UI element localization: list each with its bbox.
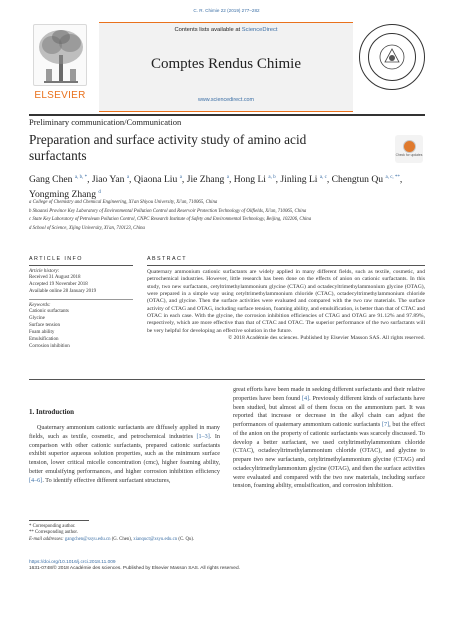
keyword-item: Emulsification — [29, 336, 59, 342]
academie-seal-icon — [359, 24, 425, 90]
body-column-right — [233, 386, 425, 491]
journal-title: Comptes Rendus Chimie — [151, 56, 301, 72]
email-owner: (C. Qu). — [177, 536, 195, 542]
keyword-item: Corrosion inhibition — [29, 343, 70, 349]
abstract-text: Quaternary ammonium cationic surfactants are widely applied in many different fields, such as textile, cosmetic, and petrochemical industries. However, little research has been done on the effects of anion on cationic surfactants. In this study, two new surfactants, cetyltrimethylammonium glycine (CTAG) and octadecyltrimethylammonium glycine (OTAG), were prepared in a simple way using cetyltrimethylammonium chloride (CTAC), octadecyltrimethylammonium chloride (OTAC), and glycine. Then the surface activities were evaluated and compared with the two raw materials. The surface activity of CTAG and OTAG, including surface tension, foaming ability, and emulsification, is better than that of CTAC and OTAC in each case. With the glycine, the corrosion inhibition efficiencies of CTAG and OTAG are 91.12% and 97.89%, respectively, which are more effective than that of CTAC and OTAC. The superior performance of the two surfactants will be very helpful for developing an effective solution in the future. — [147, 269, 425, 334]
reference-link[interactable]: [1–3] — [196, 433, 210, 440]
author-list: Gang Chen $^{a, b, *}$, Jiao Yan $^a$, Qiaona Liu $^a$, Jie Zhang $^a$, Hong Li $^{a, b}$, Jinling Li $^{a, c}$, Chengtun Qu $^{a, c, **}$, Yongming Zhang $^d$ — [29, 174, 403, 200]
elsevier-wordmark: ELSEVIER — [34, 90, 86, 101]
abstract-section — [147, 256, 425, 342]
keyword-item: Glycine — [29, 315, 45, 321]
footnote-corresponding: * Corresponding author. — [29, 523, 76, 529]
author-affil-mark[interactable]: a — [126, 175, 130, 180]
reference-link[interactable]: [4] — [302, 395, 310, 402]
elsevier-logo[interactable] — [29, 22, 91, 112]
contents-prefix: Contents lists available at — [174, 27, 242, 33]
author-name[interactable]: Chengtun Qu — [331, 174, 384, 186]
crossmark-icon — [403, 140, 416, 153]
author-name[interactable]: Qiaona Liu — [133, 174, 178, 186]
header-rule — [29, 114, 425, 116]
author-name[interactable]: Gang Chen — [29, 174, 73, 186]
keyword-item: Foam ability — [29, 329, 55, 335]
crossmark-button[interactable] — [395, 135, 423, 163]
affiliations — [29, 200, 425, 234]
journal-banner — [99, 22, 353, 112]
author-affil-mark[interactable]: d — [98, 189, 101, 195]
keyword-item: Surface tension — [29, 322, 60, 328]
abstract-copyright: © 2018 Académie des sciences. Published by Elsevier Masson SAS. All rights reserved. — [227, 335, 425, 342]
intro-text: . Previously different kinds of surfactants have been studied, but almost all of them focus on the ammonium part. It was reported that increase or decrease in the alkyl chain can adjust the performances of quaternary ammonium cationic surfactants — [233, 395, 425, 428]
info-divider — [29, 299, 133, 300]
history-item: Received 31 August 2018 — [29, 275, 81, 280]
footnotes — [29, 520, 220, 543]
reference-link[interactable]: [4–6] — [29, 477, 43, 484]
article-title: Preparation and surface activity study of amino acid surfactants — [29, 132, 307, 163]
reference-link[interactable]: [7] — [381, 422, 390, 428]
intro-text: great efforts have been made in seeking different surfactants and their relative properties have been found — [233, 387, 425, 402]
elsevier-tree-icon — [33, 24, 87, 86]
affiliation-item: b Shaanxi Province Key Laboratory of Environmental Pollution Control and Reservoir Protection Technology of Oilfields, Xi'an, 710065, China — [29, 208, 307, 214]
intro-paragraph-left — [29, 424, 220, 485]
doi-link[interactable]: https://doi.org/10.1016/j.crci.2018.11.009 — [29, 560, 116, 565]
intro-paragraph-right — [233, 386, 425, 491]
issn-line: 1631-0748/© 2018 Académie des sciences. Published by Elsevier Masson SAS. All rights reserved. — [29, 566, 240, 571]
author-affil-mark[interactable]: a — [226, 175, 229, 180]
author-name[interactable]: Jinling Li — [280, 174, 318, 186]
author-name[interactable]: Hong Li — [233, 174, 266, 186]
intro-text: , but the effect of the anion on the property of cationic surfactants was scarcely discussed. To develop a better surfactant, we used cetyltrimethylammonium chloride (CTAC), octadecyltrimethylammonium chloride (OTAC), and glycine to prepare two new surfactants, cetyltrimethylammonium glycine (CTAG) and octadecyltrimethylammonium glycine (OTAG), and then the surface activities were evaluated and compared with the two raw materials, including surface tension, foaming ability, emulsification, and corrosion inhibition. — [233, 422, 425, 490]
email-link[interactable]: gangchen@xsyu.edu.cn — [64, 536, 111, 542]
author-affil-mark[interactable]: a — [179, 175, 182, 180]
sciencedirect-link[interactable]: ScienceDirect — [241, 27, 278, 33]
crossmark-label: Check for updates — [395, 153, 423, 158]
author-affil-mark[interactable]: a, b — [268, 175, 276, 180]
intro-text: . To identify effective different surfactant structures, — [42, 477, 171, 484]
footnote-rule — [29, 520, 89, 521]
email-owner: (G. Chen), — [110, 536, 134, 542]
affiliation-item: a College of Chemistry and Chemical Engineering, Xi'an Shiyou University, Xi'an, 710065, China — [29, 200, 218, 205]
abstract-divider — [29, 379, 425, 380]
article-info-section — [29, 256, 133, 350]
author-name[interactable]: Jie Zhang — [186, 174, 225, 186]
history-item: Accepted 19 November 2018 — [29, 282, 88, 287]
footnote-emails — [29, 537, 220, 544]
journal-masthead — [29, 22, 425, 112]
author-affil-mark[interactable]: a, c — [319, 175, 327, 180]
keywords-label: Keywords: — [29, 302, 51, 308]
history-item: Available online 28 January 2019 — [29, 289, 97, 294]
contents-line — [99, 27, 353, 33]
intro-text: . In comparison with other cationic surfactants, prepared cationic surfactants exhibit superior aqueous solution properties, such as the minimum surface tension, lower critical micelle concentration (cmc), higher foaming ability, better emulsifying performances, and higher corrosion inhibition efficiency — [29, 433, 220, 475]
article-history-label: Article history: — [29, 269, 60, 274]
affiliation-item: d School of Science, Xijing University, Xi'an, 710123, China — [29, 225, 145, 231]
footnote-corresponding: ** Corresponding author. — [29, 530, 78, 536]
intro-text: Quaternary ammonium cationic surfactants are diffusely applied in many fields, such as textile, cosmetic, and petrochemical industries — [29, 425, 220, 440]
article-type: Preliminary communication/Communication — [29, 117, 182, 127]
author-affil-mark[interactable]: a, c, ** — [385, 175, 400, 180]
section-heading-introduction: 1. Introduction — [29, 408, 74, 416]
keyword-item: Cationic surfactants — [29, 308, 69, 314]
body-column-left — [29, 408, 220, 485]
affiliation-item: c State Key Laboratory of Petroleum Pollution Control, CNPC Research Institute of Safety and Environmental Technology, Beijing, 102206, China — [29, 217, 312, 223]
author-name[interactable]: Jiao Yan — [91, 174, 125, 186]
author-affil-mark[interactable]: a, b, * — [74, 175, 88, 180]
author-name[interactable]: Yongming Zhang — [29, 188, 96, 200]
article-info-heading: ARTICLE INFO — [29, 256, 133, 266]
email-label: E-mail addresses: — [29, 536, 65, 542]
abstract-heading: ABSTRACT — [147, 256, 425, 266]
journal-url-link[interactable]: www.sciencedirect.com — [197, 97, 255, 103]
email-link[interactable]: xianquct@xsyu.edu.cn — [133, 536, 178, 542]
journal-citation: C. R. Chimie 22 (2019) 277–282 — [193, 8, 260, 13]
